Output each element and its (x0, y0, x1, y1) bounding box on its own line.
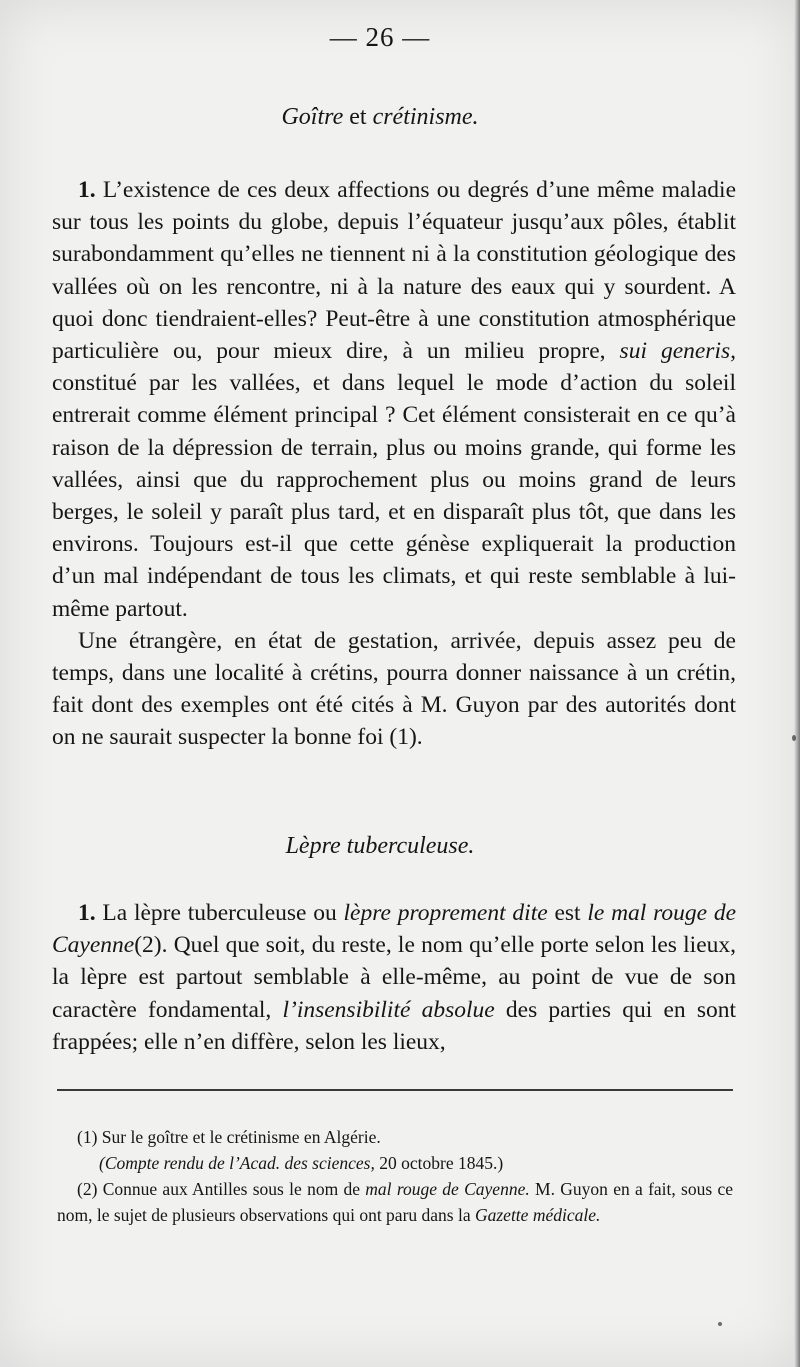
paragraph (52, 174, 736, 625)
italic-phrase: mal rouge de Cayenne. (365, 1179, 530, 1199)
paragraph-text: des parties qui en sont frappées; elle n’en diffère, selon les lieux, (52, 996, 736, 1055)
heading-conjunction: et (349, 104, 367, 130)
italic-citation: (Compte rendu de l’Acad. des sciences, (99, 1153, 375, 1173)
citation-date: 20 octobre 1845.) (379, 1153, 504, 1173)
paragraph-text: L’existence de ces deux affections ou degrés d’une même maladie sur tous les points du globe, depuis l’équateur jusqu’aux pôles, établit surabondamment qu’elles ne tiennent ni à la constitution géologique des vallées où on les rencontre, ni à la nature des eaux qui y sourdent. A quoi donc tiendraient-elles? Peut-être à une constitution atmosphérique particulière ou, pour mieux dire, à un milieu propre, (52, 177, 737, 365)
paragraph: Une étrangère, en état de gestation, arrivée, depuis assez peu de temps, dans une localité à crétins, pourra donner naissance à un crétin, fait dont des exemples ont été cités à M. Guyon par des autorités dont on ne saurait suspecter la bonne foi (1). (52, 627, 736, 751)
paragraph (52, 897, 736, 1058)
section-heading-goitre (0, 104, 760, 131)
paragraph-text: (2). Quel que soit, du reste, le nom qu’elle porte selon les lieux, la lèpre est partout semblable à elle-même, au point de vue de son caractère fondamental, (52, 932, 736, 1023)
ink-speck (792, 735, 796, 741)
heading-word: crétinisme. (372, 104, 479, 130)
footnote-2 (57, 1176, 733, 1228)
paragraph-text: est (554, 900, 581, 926)
heading-word: Goître (281, 104, 344, 130)
footnotes (57, 1124, 733, 1228)
italic-phrase: lèpre proprement dite (343, 900, 548, 926)
footnote-1-citation (57, 1150, 733, 1176)
paragraph-number: 1. (78, 177, 96, 203)
section-heading-lepre: Lèpre tuberculeuse. (285, 833, 475, 859)
footnote-text: (2) Connue aux Antilles sous le nom de (77, 1179, 360, 1199)
italic-phrase: l’insensibilité absolue (282, 996, 495, 1023)
section-body-goitre (52, 174, 736, 754)
italic-phrase: le mal rouge de Cayenne (52, 900, 737, 959)
paragraph-text: La lèpre tuberculeuse ou (102, 900, 337, 926)
section-body-lepre (52, 897, 736, 1058)
italic-phrase: Gazette médicale. (474, 1205, 601, 1225)
page-number: — 26 — (329, 22, 431, 52)
paragraph-number: 1. (78, 900, 96, 926)
footnote-text: M. Guyon en a fait, sous ce nom, le sujet de plusieurs observations qui ont paru dans la (57, 1179, 733, 1225)
ink-speck (718, 1322, 722, 1326)
footnote-1: (1) Sur le goître et le crétinisme en Algérie. (77, 1127, 381, 1147)
paragraph-text: constitué par les vallées, et dans lequel le mode d’action du soleil entrerait comme élément principal ? Cet élément consisterait en ce qu’à raison de la dépression de terrain, plus ou moins grande, qui forme les vallées, ainsi que du rapprochement plus ou moins grand de leurs berges, le soleil y paraît plus tard, et en disparaît plus tôt, que dans les environs. Toujours est-il que cette génèse expliquerait la production d’un mal indépendant de tous les climats, et qui reste semblable à lui-même partout. (52, 370, 736, 622)
footnote-divider (57, 1089, 733, 1091)
page-edge-shadow (794, 0, 800, 1367)
italic-phrase: sui generis, (619, 338, 737, 365)
